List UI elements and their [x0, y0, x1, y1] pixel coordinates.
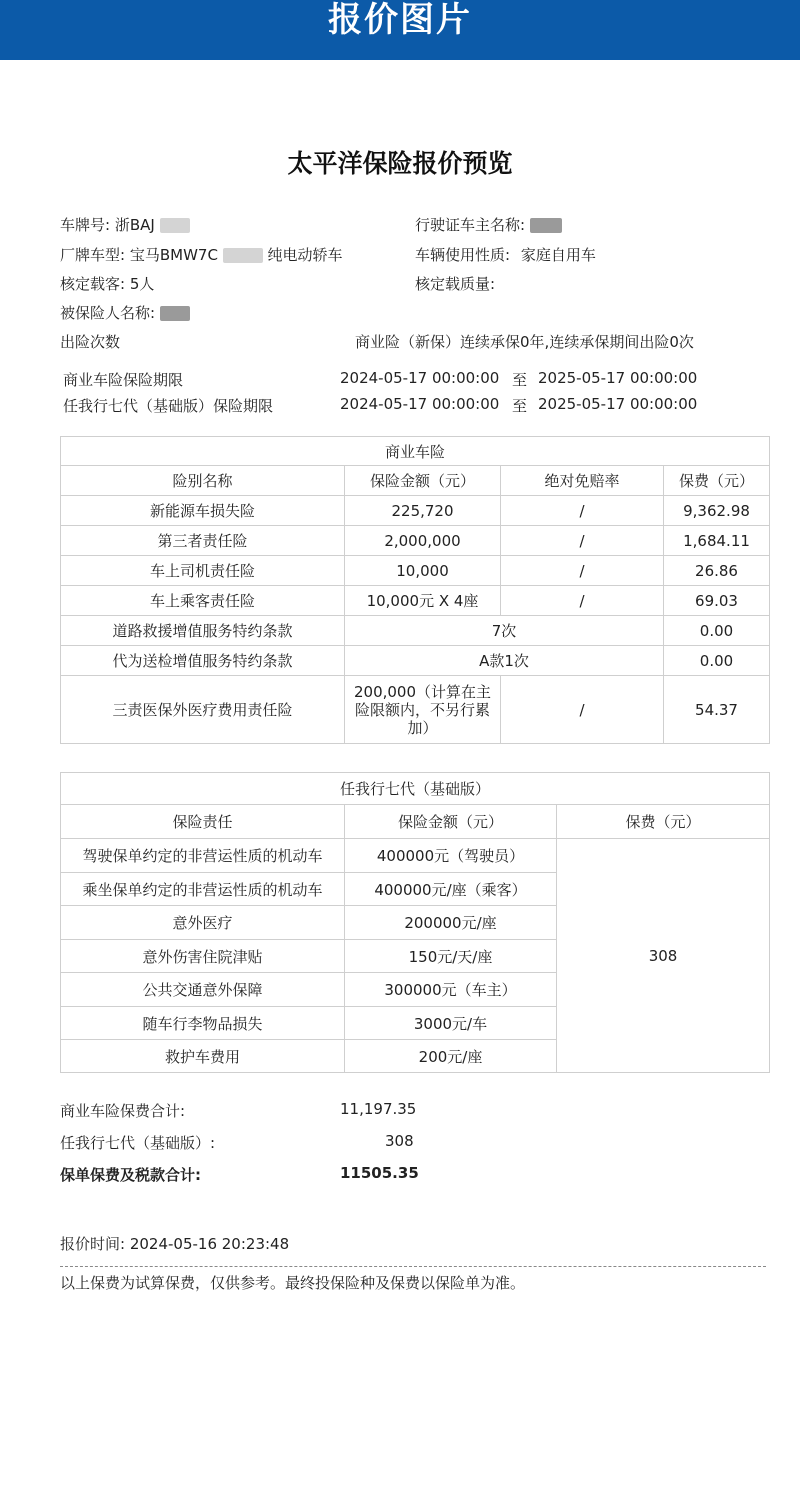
coverage-amount: 10,000元 X 4座 [345, 586, 501, 616]
coverage-premium: 0.00 [664, 616, 770, 646]
liability-amount: 200元/座 [345, 1040, 557, 1073]
period-label: 商业车险保险期限 [63, 371, 184, 389]
claims-value: 商业险（新保）连续承保0年,连续承保期间出险0次 [355, 333, 694, 351]
liability-name: 随车行李物品损失 [61, 1007, 345, 1040]
redaction-mask [530, 218, 562, 233]
period-to: 至 [512, 371, 528, 389]
coverage-name: 车上司机责任险 [61, 556, 345, 586]
coverage-value: A款1次 [345, 646, 664, 676]
table-row [61, 616, 770, 646]
accident-table [60, 772, 770, 1073]
coverage-amount: 2,000,000 [345, 526, 501, 556]
period-start: 2024-05-17 00:00:00 [340, 395, 500, 413]
liability-amount: 400000元（驾驶员） [345, 839, 557, 873]
model-value-a: 宝马BMW7C [129, 246, 218, 264]
liability-name: 意外医疗 [61, 906, 345, 940]
table-row [61, 676, 770, 744]
coverage-amount: 225,720 [345, 496, 501, 526]
commercial-total-value: 11,197.35 [340, 1100, 417, 1118]
coverage-name: 三责医保外医疗费用责任险 [61, 676, 345, 744]
owner-field [415, 214, 562, 235]
owner-label: 行驶证车主名称: [415, 216, 526, 234]
coverage-name: 车上乘客责任险 [61, 586, 345, 616]
table-row [61, 839, 770, 873]
coverage-name: 道路救援增值服务特约条款 [61, 616, 345, 646]
quote-time: 报价时间: 2024-05-16 20:23:48 [60, 1235, 290, 1253]
liability-amount: 3000元/车 [345, 1007, 557, 1040]
coverage-premium: 1,684.11 [664, 526, 770, 556]
seats-field [60, 273, 154, 294]
grand-total-label: 保单保费及税款合计: [60, 1166, 201, 1184]
divider [60, 1266, 766, 1267]
model-field [60, 244, 343, 265]
liability-name: 意外伤害住院津贴 [61, 940, 345, 973]
seats-value: 5人 [129, 275, 155, 293]
liability-amount: 150元/天/座 [345, 940, 557, 973]
redaction-mask [223, 248, 263, 263]
usage-value: 家庭自用车 [520, 246, 596, 264]
plate-label: 车牌号: [60, 216, 111, 234]
liability-amount: 300000元（车主） [345, 973, 557, 1007]
claims-label: 出险次数 [60, 333, 121, 351]
period-label: 任我行七代（基础版）保险期限 [63, 397, 274, 415]
column-header: 保费（元） [664, 466, 770, 496]
banner-title: 报价图片 [328, 0, 472, 40]
insured-label: 被保险人名称: [60, 304, 156, 322]
table-row [61, 646, 770, 676]
usage-field [415, 244, 596, 265]
liability-name: 公共交通意外保障 [61, 973, 345, 1007]
liability-name: 乘坐保单约定的非营运性质的机动车 [61, 873, 345, 906]
coverage-deductible: / [501, 556, 664, 586]
disclaimer: 以上保费为试算保费，仅供参考。最终投保险种及保费以保险单为准。 [60, 1274, 526, 1292]
period-end: 2025-05-17 00:00:00 [538, 369, 698, 387]
coverage-name: 代为送检增值服务特约条款 [61, 646, 345, 676]
coverage-premium: 26.86 [664, 556, 770, 586]
accident-table-title: 任我行七代（基础版） [61, 773, 770, 805]
table-row [61, 496, 770, 526]
weight-field [415, 273, 495, 294]
coverage-premium: 69.03 [664, 586, 770, 616]
table-row [61, 556, 770, 586]
top-banner [0, 0, 800, 60]
period-end: 2025-05-17 00:00:00 [538, 395, 698, 413]
insured-field [60, 302, 190, 323]
weight-label: 核定载质量: [415, 275, 496, 293]
liability-amount: 200000元/座 [345, 906, 557, 940]
coverage-premium: 9,362.98 [664, 496, 770, 526]
accident-total-label: 任我行七代（基础版）: [60, 1134, 216, 1152]
commercial-table-title: 商业车险 [61, 437, 770, 466]
liability-amount: 400000元/座（乘客） [345, 873, 557, 906]
coverage-amount: 10,000 [345, 556, 501, 586]
table-row [61, 586, 770, 616]
grand-total-value: 11505.35 [340, 1164, 419, 1182]
table-row [61, 526, 770, 556]
coverage-amount: 200,000（计算在主险限额内，不另行累加） [345, 676, 501, 744]
liability-name: 救护车费用 [61, 1040, 345, 1073]
model-value-b: 纯电动轿车 [267, 246, 343, 264]
coverage-deductible: / [501, 526, 664, 556]
coverage-deductible: / [501, 586, 664, 616]
column-header: 保险责任 [61, 805, 345, 839]
coverage-deductible: / [501, 496, 664, 526]
seats-label: 核定载客: [60, 275, 126, 293]
redaction-mask [160, 306, 190, 321]
commercial-table [60, 436, 770, 744]
model-label: 厂牌车型: [60, 246, 126, 264]
redaction-mask [160, 218, 190, 233]
accident-total-value: 308 [385, 1132, 414, 1150]
coverage-premium: 54.37 [664, 676, 770, 744]
plate-field [60, 214, 190, 235]
column-header: 绝对免赔率 [501, 466, 664, 496]
plate-value: 浙BAJ [114, 216, 155, 234]
period-to: 至 [512, 397, 528, 415]
column-header: 险别名称 [61, 466, 345, 496]
coverage-deductible: / [501, 676, 664, 744]
coverage-name: 第三者责任险 [61, 526, 345, 556]
coverage-premium: 0.00 [664, 646, 770, 676]
column-header: 保费（元） [557, 805, 770, 839]
liability-name: 驾驶保单约定的非营运性质的机动车 [61, 839, 345, 873]
period-start: 2024-05-17 00:00:00 [340, 369, 500, 387]
accident-premium: 308 [557, 839, 770, 1073]
column-header: 保险金额（元） [345, 466, 501, 496]
column-header: 保险金额（元） [345, 805, 557, 839]
commercial-total-label: 商业车险保费合计: [60, 1102, 186, 1120]
coverage-name: 新能源车损失险 [61, 496, 345, 526]
document-title: 太平洋保险报价预览 [287, 149, 513, 178]
coverage-value: 7次 [345, 616, 664, 646]
usage-label: 车辆使用性质: [415, 246, 511, 264]
